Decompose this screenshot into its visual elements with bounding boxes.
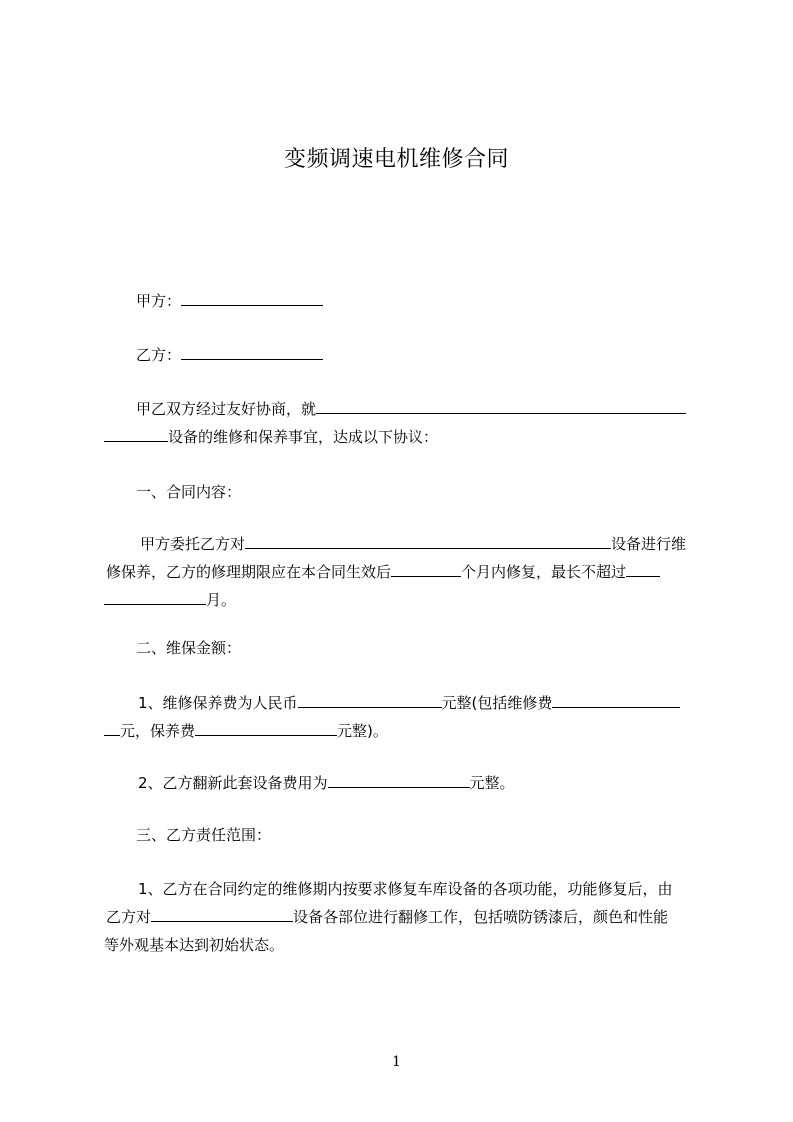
intro-text-2: 设备的维修和保养事宜，达成以下协议：	[168, 428, 439, 446]
section2-heading: 二、维保金额：	[136, 639, 242, 657]
section2-item2-text-1: 2、乙方翻新此套设备费用为	[138, 774, 328, 792]
section3-item1-text-3: 设备各部位进行翻修工作，包括喷防锈漆后，颜色和性能	[293, 908, 669, 926]
section1-equipment-blank[interactable]	[245, 531, 611, 549]
section3-item1-line3: 等外观基本达到初始状态。	[104, 936, 285, 954]
section2-item1-text-3: 元，保养费	[120, 722, 196, 740]
section2-item2-text-2: 元整。	[469, 774, 515, 792]
document-title: 变频调速电机维修合同	[283, 147, 509, 172]
section1-max-blank[interactable]	[626, 559, 660, 577]
section1-p1-line1	[140, 530, 740, 558]
repair-fee-blank[interactable]	[552, 690, 680, 708]
section1-text-3: 修保养，乙方的修理期限应在本合同生效后	[106, 563, 392, 581]
section3-item1-line1: 1、乙方在合同约定的维修期内按要求修复车库设备的各项功能，功能修复后，由	[138, 880, 673, 898]
party-a-blank[interactable]	[181, 288, 323, 306]
fee-total-blank[interactable]	[298, 690, 442, 708]
section3-equipment-blank[interactable]	[151, 904, 293, 922]
intro-line-2	[104, 423, 704, 451]
party-b-blank[interactable]	[181, 342, 323, 360]
section1-p1-line3	[104, 586, 704, 614]
intro-text-1: 甲乙双方经过友好协商，就	[136, 400, 317, 418]
section1-text-5: 月。	[206, 591, 237, 609]
section1-text-2: 设备进行维	[611, 535, 687, 553]
intro-line-1	[136, 395, 736, 423]
section2-item1-text-1: 1、维修保养费为人民币	[138, 694, 298, 712]
section2-item1-text-4: 元整)。	[337, 722, 388, 740]
section3-item1-text-2: 乙方对	[106, 908, 152, 926]
section1-max-blank-cont[interactable]	[104, 587, 206, 605]
party-a-label: 甲方：	[136, 292, 182, 310]
section1-p1-line2	[106, 558, 706, 586]
maintenance-fee-blank[interactable]	[195, 718, 337, 736]
party-b-line	[136, 341, 736, 369]
intro-equipment-blank-cont[interactable]	[104, 424, 168, 442]
section1-heading: 一、合同内容：	[136, 483, 242, 501]
section2-item1-text-2: 元整(包括维修费	[441, 694, 553, 712]
party-a-line	[136, 287, 736, 315]
section2-item1-line1	[138, 689, 738, 717]
intro-equipment-blank[interactable]	[316, 396, 686, 414]
repair-fee-blank-cont[interactable]	[104, 718, 120, 736]
renovation-fee-blank[interactable]	[328, 770, 470, 788]
section1-months-blank[interactable]	[391, 559, 461, 577]
party-b-label: 乙方：	[136, 346, 182, 364]
section2-item1-line2	[104, 717, 704, 745]
section3-heading: 三、乙方责任范围：	[136, 826, 272, 844]
section3-item1-line2	[106, 903, 706, 931]
section1-text-1: 甲方委托乙方对	[140, 535, 246, 553]
section1-text-4: 个月内修复，最长不超过	[461, 563, 627, 581]
page-number: 1	[392, 1054, 401, 1070]
section2-item2-line	[138, 769, 738, 797]
